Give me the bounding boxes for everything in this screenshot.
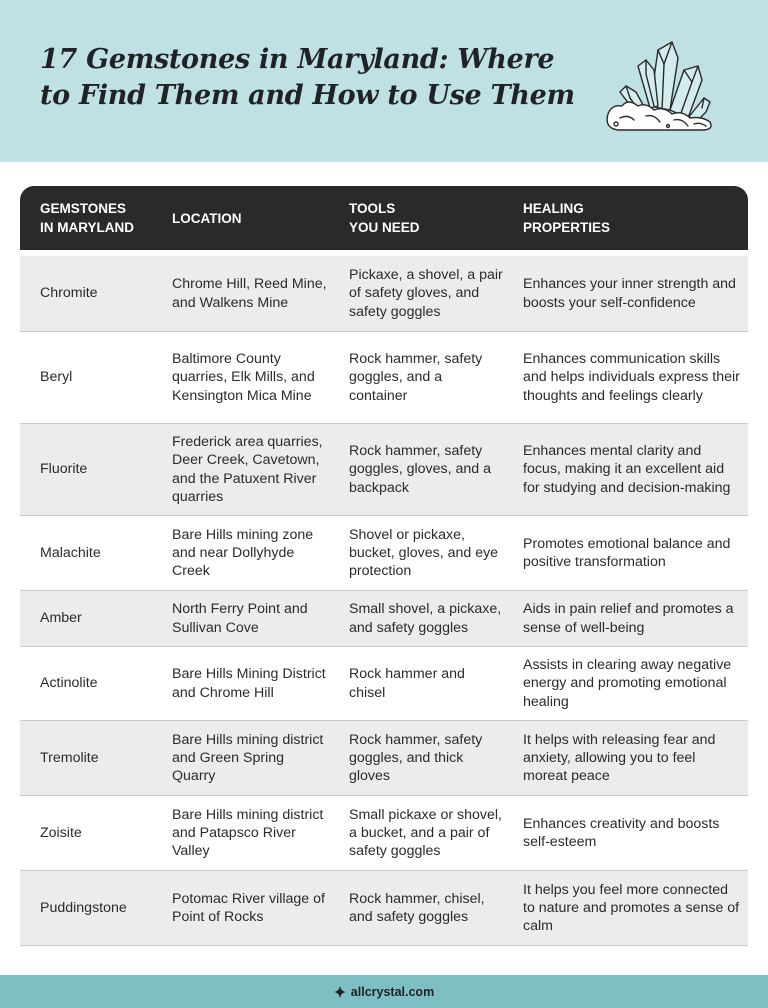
tools-cell: Rock hammer, safety goggles, gloves, and a backpack xyxy=(349,443,491,496)
healing-cell: It helps you feel more connected to nature and promotes a sense of calm xyxy=(523,881,740,935)
table-row xyxy=(20,647,748,721)
tools-cell: Small pickaxe or shovel, a bucket, and a pair of safety goggles xyxy=(349,806,502,860)
table-row xyxy=(20,591,748,647)
crystal-cluster-icon xyxy=(598,36,716,134)
healing-cell: Enhances communication skills and helps individuals express their thoughts and feelings clearly xyxy=(523,351,740,404)
column-header-healing: HEALING PROPERTIES xyxy=(523,201,611,235)
table-row xyxy=(20,796,748,871)
header-banner xyxy=(0,0,768,162)
tools-cell: Pickaxe, a shovel, a pair of safety gloves, and safety goggles xyxy=(349,267,503,320)
site-link[interactable]: allcrystal.com xyxy=(350,984,435,999)
table-header xyxy=(20,186,748,250)
location-cell: Chrome Hill, Reed Mine, and Walkens Mine xyxy=(172,276,327,311)
healing-cell: Enhances creativity and boosts self-esteem xyxy=(523,815,720,850)
tools-cell: Rock hammer, safety goggles, and thick gloves xyxy=(349,731,483,785)
gemstone-name: Amber xyxy=(40,610,82,627)
gemstones-table xyxy=(20,186,748,946)
table-row xyxy=(20,516,748,591)
healing-cell: Enhances mental clarity and focus, making it an excellent aid for studying and decision-making xyxy=(523,443,731,496)
healing-cell: It helps with releasing fear and anxiety, allowing you to feel moreat peace xyxy=(523,731,716,785)
footer-brand xyxy=(334,985,434,999)
location-cell: Bare Hills mining district and Patapsco River Valley xyxy=(172,806,324,860)
column-header-gemstones: GEMSTONES IN MARYLAND xyxy=(40,201,134,235)
column-header-location: LOCATION xyxy=(172,210,242,226)
healing-cell: Aids in pain relief and promotes a sense of well-being xyxy=(523,601,734,636)
table-row xyxy=(20,332,748,424)
table-row xyxy=(20,424,748,516)
tools-cell: Rock hammer and chisel xyxy=(349,666,465,701)
tools-cell: Rock hammer, safety goggles, and a container xyxy=(349,351,483,404)
gemstone-name: Zoisite xyxy=(40,824,82,841)
tools-cell: Shovel or pickaxe, bucket, gloves, and eye protection xyxy=(349,526,499,580)
gemstone-name: Beryl xyxy=(40,369,73,386)
gemstone-name: Chromite xyxy=(40,285,98,302)
table-row xyxy=(20,256,748,332)
column-header-tools: TOOLS YOU NEED xyxy=(349,201,420,235)
gemstone-name: Tremolite xyxy=(40,749,99,766)
location-cell: Bare Hills mining zone and near Dollyhyde Creek xyxy=(172,526,314,580)
tools-cell: Rock hammer, chisel, and safety goggles xyxy=(349,890,485,925)
location-cell: Bare Hills Mining District and Chrome Hill xyxy=(172,666,326,701)
table-row xyxy=(20,721,748,796)
location-cell: Bare Hills mining district and Green Spring Quarry xyxy=(172,731,324,785)
footer-bar xyxy=(0,975,768,1008)
healing-cell: Enhances your inner strength and boosts your self-confidence xyxy=(523,276,736,311)
gemstone-name: Malachite xyxy=(40,544,101,561)
location-cell: Frederick area quarries, Deer Creek, Cavetown, and the Patuxent River quarries xyxy=(172,434,323,505)
location-cell: Baltimore County quarries, Elk Mills, and Kensington Mica Mine xyxy=(172,351,315,404)
table-body xyxy=(20,256,748,946)
gemstone-name: Actinolite xyxy=(40,675,98,692)
tools-cell: Small shovel, a pickaxe, and safety goggles xyxy=(349,601,502,636)
table-row xyxy=(20,871,748,946)
page-title: 17 Gemstones in Maryland: Where to Find Them and How to Use Them xyxy=(40,44,575,111)
location-cell: Potomac River village of Point of Rocks xyxy=(172,890,325,925)
location-cell: North Ferry Point and Sullivan Cove xyxy=(172,601,308,636)
healing-cell: Promotes emotional balance and positive transformation xyxy=(523,535,731,570)
healing-cell: Assists in clearing away negative energy and promoting emotional healing xyxy=(523,657,732,710)
gemstone-name: Puddingstone xyxy=(40,899,127,916)
gemstone-name: Fluorite xyxy=(40,461,88,478)
sparkle-icon xyxy=(334,986,346,998)
